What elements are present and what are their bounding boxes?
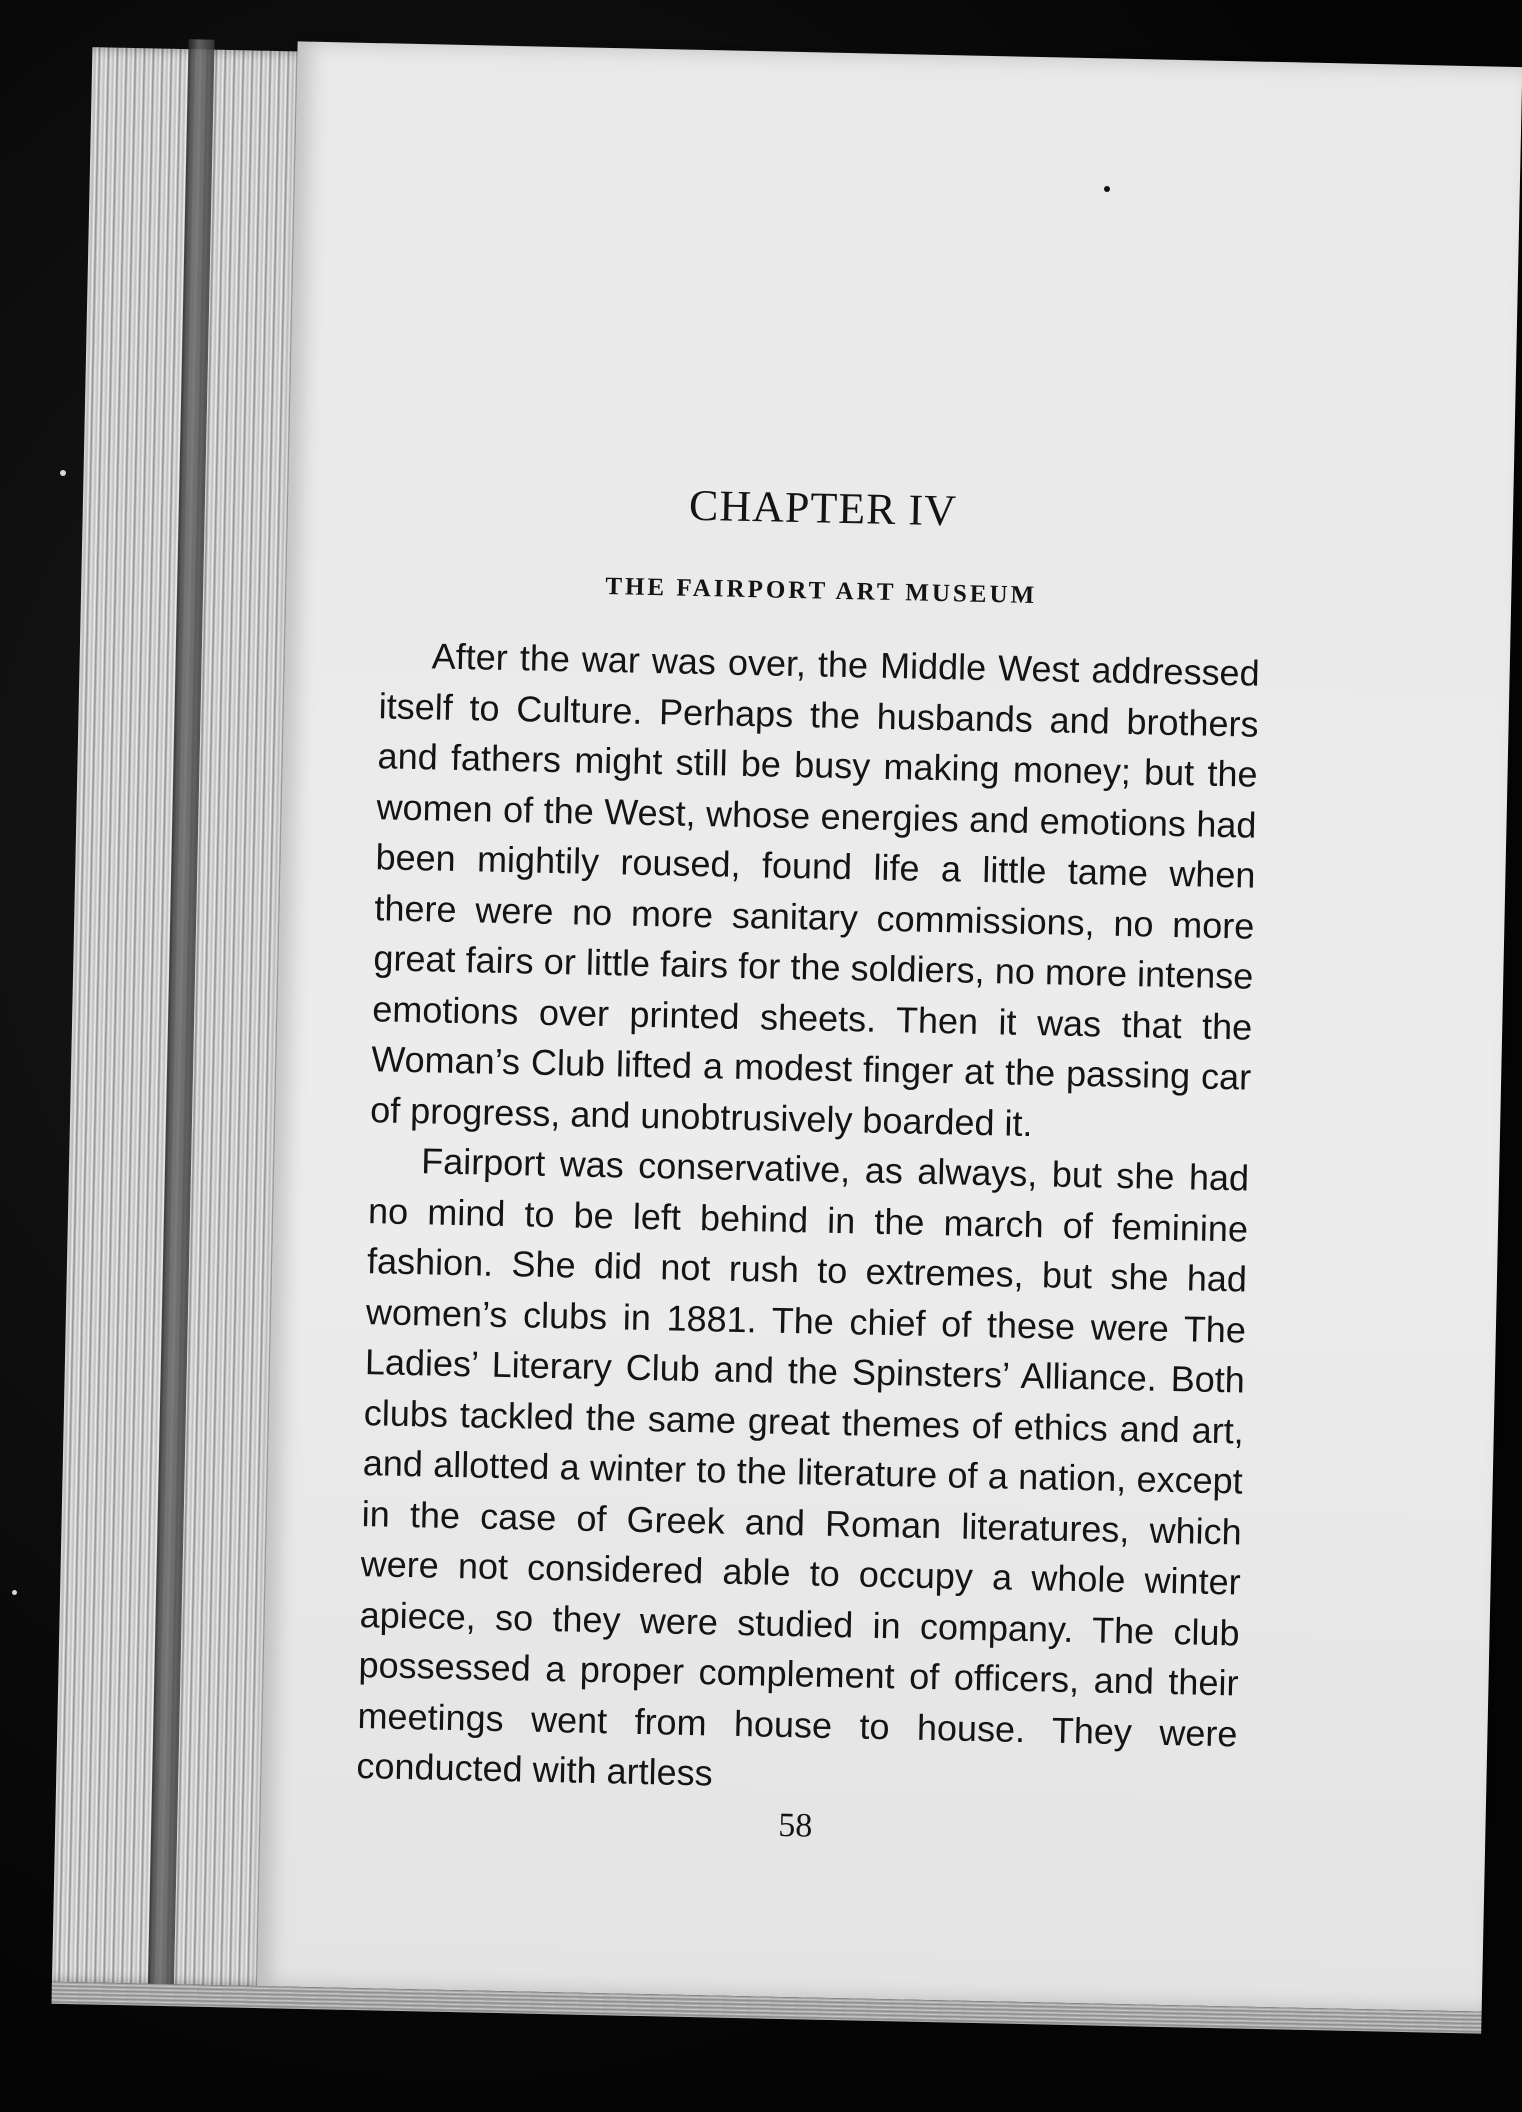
dust-speck (60, 470, 66, 476)
chapter-title: CHAPTER IV (688, 480, 958, 536)
page-text-block (355, 473, 1263, 1854)
paragraph-2: Fairport was conservative, as always, but she had no mind to be left behind in the march of feminine fashion. She did not rush to extremes, but she had women’s clubs in 1881. The chief of these were The Ladies’ Literary Club and the Spinsters’ Alliance. Both clubs tackled the same great themes of ethics and art, and allotted a winter to the literature of a nation, except in the case of Greek and Roman literatures, which were not considered able to occupy a whole winter apiece, so they were studied in company. The club possessed a proper complement of officers, and their meetings went from house to house. They were conducted with artless (356, 1140, 1250, 1794)
chapter-subtitle: THE FAIRPORT ART MUSEUM (605, 572, 1038, 610)
open-book (52, 37, 1522, 2027)
ink-speck (1104, 186, 1110, 192)
paragraph-1: After the war was over, the Middle West addressed itself to Culture. Perhaps the husbands and brothers and fathers might still be busy making money; but the women of the West, whose energies and emotions had been mightily roused, found life a little tame when there were no more sanitary commissions, no more great fairs or little fairs for the soldiers, no more intense emotions over printed sheets. Then it was that the Woman’s Club lifted a modest finger at the passing car of progress, and unobtrusively boarded it. (369, 635, 1261, 1144)
page-number: 58 (778, 1806, 813, 1845)
dust-speck (12, 1590, 17, 1595)
